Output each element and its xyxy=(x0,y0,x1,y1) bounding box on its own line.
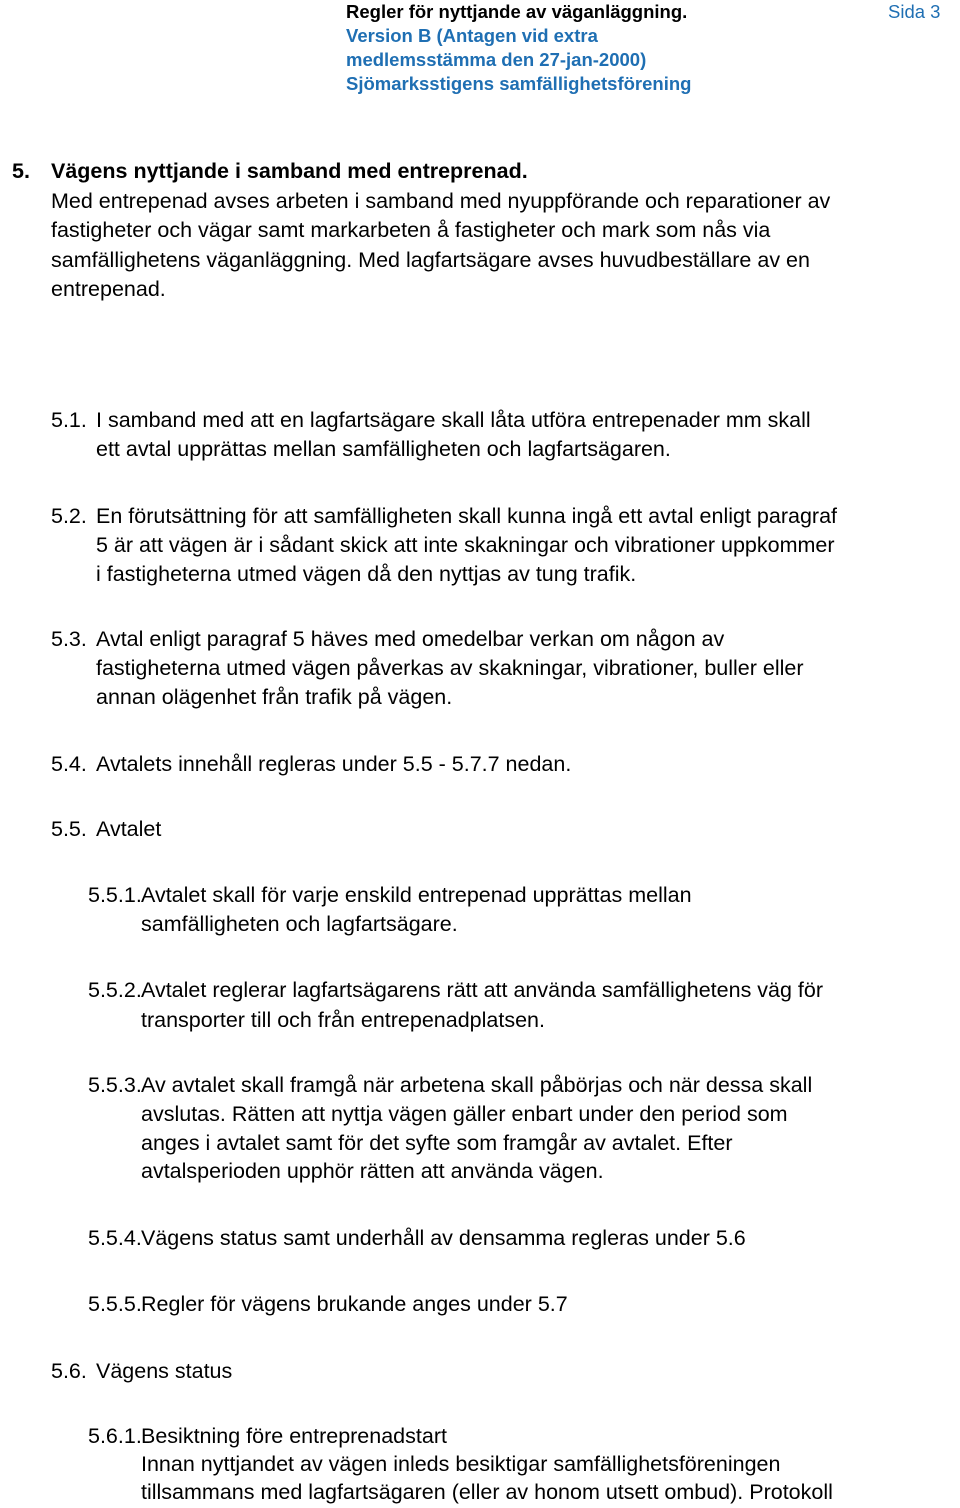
version-line-2: medlemsstämma den 27-jan-2000) xyxy=(346,49,647,70)
section-5-line: Med entrepenad avses arbeten i samband med nyuppförande och reparationer av xyxy=(51,189,831,213)
clause-5-3-number: 5.3. xyxy=(51,627,87,651)
version-line-1: Version B (Antagen vid extra xyxy=(346,25,598,46)
clause-5-5-1-line: Avtalet skall för varje enskild entrepenad upprättas mellan xyxy=(141,883,692,907)
clause-5-5-3-line: Av avtalet skall framgå när arbetena skall påbörjas och när dessa skall xyxy=(141,1073,813,1097)
document-title: Regler för nyttjande av väganläggning. xyxy=(346,1,688,22)
clause-5-1-line: I samband med att en lagfartsägare skall låta utföra entrepenader mm skall xyxy=(96,408,811,432)
clause-5-6-number: 5.6. xyxy=(51,1359,87,1383)
clause-5-5-2-line: transporter till och från entrepenadplatsen. xyxy=(141,1008,545,1032)
page-number: Sida 3 xyxy=(888,1,941,22)
clause-5-3-line: fastigheterna utmed vägen påverkas av skakningar, vibrationer, buller eller xyxy=(96,656,804,680)
clause-5-2-line: En förutsättning för att samfälligheten skall kunna ingå ett avtal enligt paragraf xyxy=(96,504,837,528)
clause-5-5-2-line: Avtalet reglerar lagfartsägarens rätt att använda samfällighetens väg för xyxy=(141,978,824,1002)
clause-5-5-2-number: 5.5.2. xyxy=(88,978,142,1002)
clause-5-6-1-line: tillsammans med lagfartsägaren (eller av honom utsett ombud). Protokoll xyxy=(141,1480,833,1504)
clause-5-5-3-line: avtalsperioden upphör rätten att använda vägen. xyxy=(141,1159,604,1183)
section-5-heading: Vägens nyttjande i samband med entreprenad. xyxy=(51,159,528,183)
clause-5-2-number: 5.2. xyxy=(51,504,87,528)
clause-5-2-line: i fastigheterna utmed vägen då den nyttjas av tung trafik. xyxy=(96,562,637,586)
clause-5-6-1-line: Innan nyttjandet av vägen inleds besiktigar samfällighetsföreningen xyxy=(141,1452,781,1476)
clause-5-5-text: Avtalet xyxy=(96,817,162,841)
clause-5-1-line: ett avtal upprättas mellan samfälligheten och lagfartsägaren. xyxy=(96,437,671,461)
section-5-line: samfällighetens väganläggning. Med lagfartsägare avses huvudbeställare av en xyxy=(51,248,810,272)
clause-5-4-number: 5.4. xyxy=(51,752,87,776)
clause-5-5-1-number: 5.5.1. xyxy=(88,883,142,907)
clause-5-5-4-number: 5.5.4. xyxy=(88,1226,142,1250)
clause-5-5-5-number: 5.5.5. xyxy=(88,1292,142,1316)
clause-5-3-line: annan olägenhet från trafik på vägen. xyxy=(96,685,453,709)
clause-5-5-3-line: anges i avtalet samt för det syfte som framgår av avtalet. Efter xyxy=(141,1131,733,1155)
clause-5-5-3-line: avslutas. Rätten att nyttja vägen gäller enbart under den period som xyxy=(141,1102,788,1126)
section-5-line: fastigheter och vägar samt markarbeten å fastigheter och mark som nås via xyxy=(51,218,771,242)
clause-5-5-1-line: samfälligheten och lagfartsägare. xyxy=(141,912,458,936)
organization-name: Sjömarksstigens samfällighetsförening xyxy=(346,73,692,94)
section-5-number: 5. xyxy=(12,159,30,183)
clause-5-6-1-line: Besiktning före entreprenadstart xyxy=(141,1424,447,1448)
clause-5-6-1-number: 5.6.1. xyxy=(88,1424,142,1448)
clause-5-6-text: Vägens status xyxy=(96,1359,233,1383)
clause-5-5-4-text: Vägens status samt underhåll av densamma regleras under 5.6 xyxy=(141,1226,746,1250)
clause-5-5-3-number: 5.5.3. xyxy=(88,1073,142,1097)
clause-5-5-5-text: Regler för vägens brukande anges under 5.7 xyxy=(141,1292,568,1316)
clause-5-2-line: 5 är att vägen är i sådant skick att inte skakningar och vibrationer uppkommer xyxy=(96,533,835,557)
clause-5-5-number: 5.5. xyxy=(51,817,87,841)
clause-5-3-line: Avtal enligt paragraf 5 häves med omedelbar verkan om någon av xyxy=(96,627,725,651)
clause-5-4-text: Avtalets innehåll regleras under 5.5 - 5.7.7 nedan. xyxy=(96,752,572,776)
section-5-line: entrepenad. xyxy=(51,277,166,301)
clause-5-1-number: 5.1. xyxy=(51,408,87,432)
